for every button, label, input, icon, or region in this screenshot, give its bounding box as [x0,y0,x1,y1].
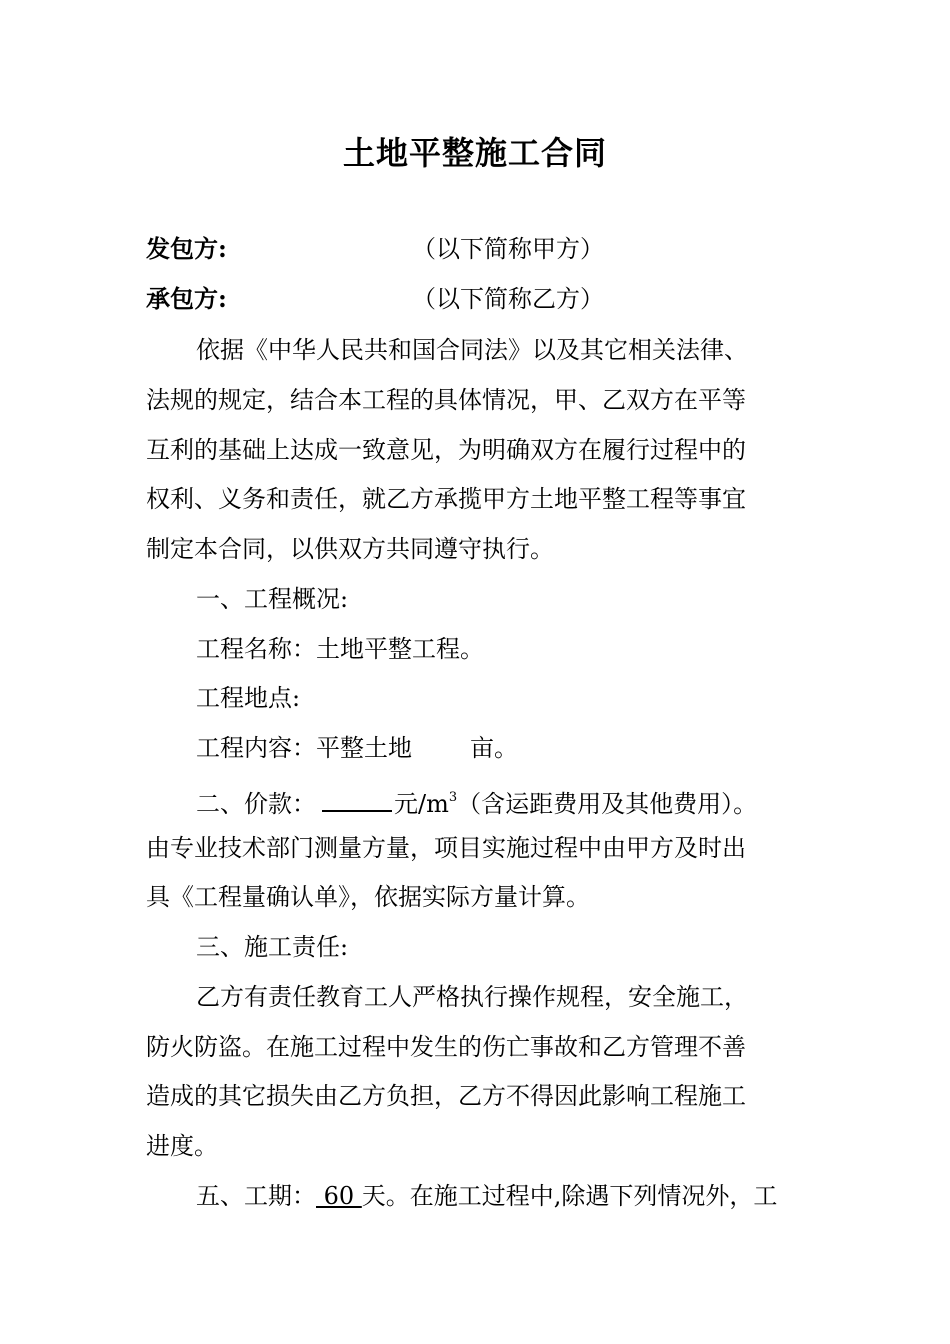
section3-line: 防火防盗。在施工过程中发生的伤亡事故和乙方管理不善 [146,1033,746,1061]
preamble-line: 权利、义务和责任，就乙方承揽甲方土地平整工程等事宜 [146,485,746,513]
preamble-line: 法规的规定，结合本工程的具体情况，甲、乙双方在平等 [146,386,746,414]
duration-prefix: 五、工期： [196,1182,316,1210]
preamble-line: 制定本合同，以供双方共同遵守执行。 [146,535,554,563]
project-location-line: 工程地点: [196,684,301,712]
price-blank [322,786,392,812]
party-b-note: （以下简称乙方） [412,285,604,313]
project-name-line: 工程名称：土地平整工程。 [196,635,484,663]
section1-heading: 一、工程概况: [196,585,349,613]
price-line [196,781,861,821]
project-content-prefix: 工程内容：平整土地 [196,734,412,762]
party-b-label: 承包方: [146,284,227,313]
duration-suffix: 天。在施工过程中,除遇下列情况外，工 [361,1182,778,1210]
section2-line: 由专业技术部门测量方量，项目实施过程中由甲方及时出 [146,834,746,862]
duration-line [196,1179,861,1213]
project-content-line [196,731,861,765]
section3-line: 乙方有责任教育工人严格执行操作规程，安全施工， [196,983,748,1011]
section3-line: 造成的其它损失由乙方负担，乙方不得因此影响工程施工 [146,1082,746,1110]
party-a-row [146,232,811,266]
party-b-row [146,282,811,316]
price-suffix: （含运距费用及其他费用）。 [457,790,758,818]
preamble-line: 依据《中华人民共和国合同法》以及其它相关法律、 [196,336,748,364]
duration-days: 60 [316,1182,362,1210]
project-content-suffix: 亩。 [470,734,518,762]
preamble-line: 互利的基础上达成一致意见，为明确双方在履行过程中的 [146,436,746,464]
price-unit-superscript: 3 [448,790,458,805]
price-unit: 元/m [394,790,449,818]
section3-line: 进度。 [146,1132,218,1160]
party-a-note: （以下简称甲方） [412,235,604,263]
document-title: 土地平整施工合同 [342,134,607,172]
price-prefix: 二、价款： [196,790,316,818]
section2-line: 具《工程量确认单》，依据实际方量计算。 [146,883,590,911]
section3-heading: 三、施工责任: [196,933,349,961]
party-a-label: 发包方: [146,234,227,263]
